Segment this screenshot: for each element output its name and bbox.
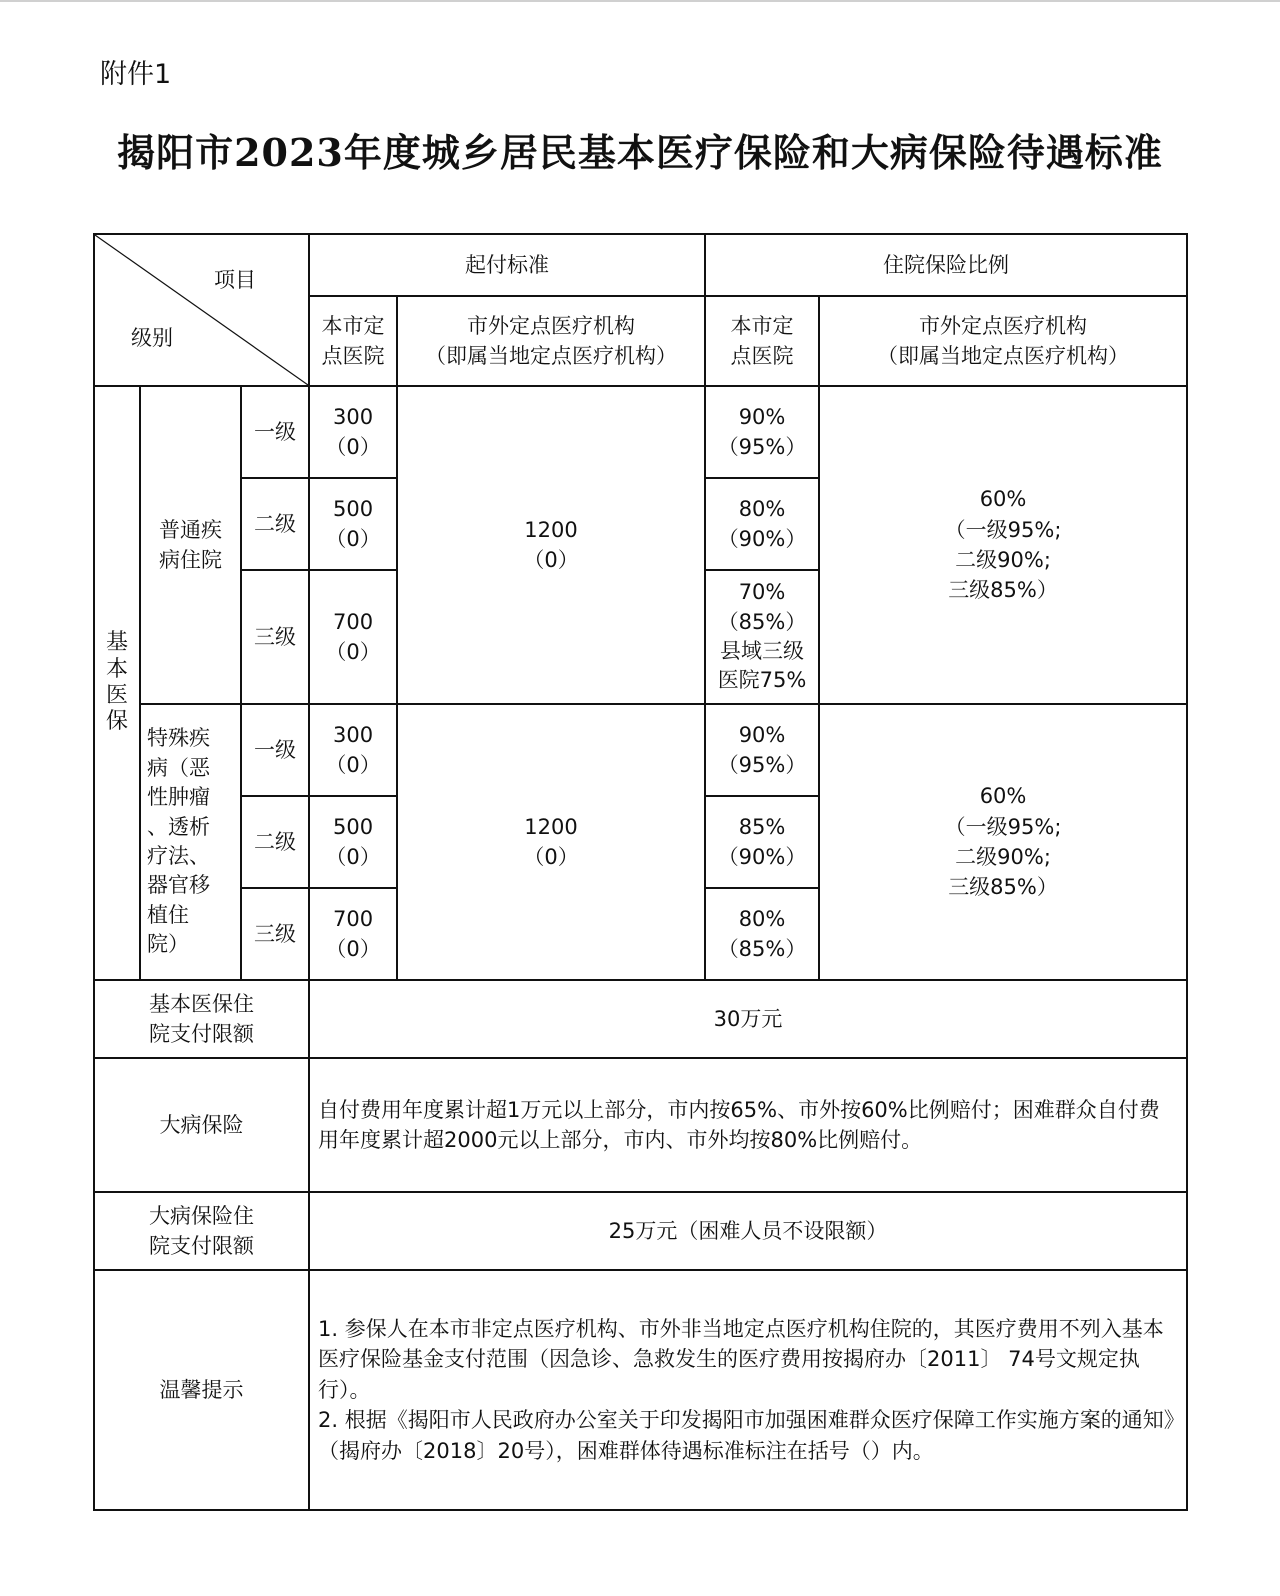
local-deductible-cell: 500 （0） — [309, 796, 397, 888]
local-ratio-cell: 80% （85%） — [705, 888, 819, 980]
attachment-label: 附件1 — [100, 59, 172, 90]
level-cell: 三级 — [241, 888, 309, 980]
special-outside-deductible: 1200 （0） — [397, 704, 705, 980]
header-item: 项目 — [214, 268, 257, 292]
header-local-hospital-1: 本市定 点医院 — [309, 296, 397, 386]
header-local-hospital-2: 本市定 点医院 — [705, 296, 819, 386]
local-ratio-cell: 90% （95%） — [705, 386, 819, 478]
header-deductible: 起付标准 — [309, 234, 705, 296]
critical-limit-label: 大病保险住 院支付限额 — [94, 1192, 309, 1270]
local-deductible-cell: 700 （0） — [309, 888, 397, 980]
local-deductible-cell: 300 （0） — [309, 704, 397, 796]
critical-limit-value: 25万元（困难人员不设限额） — [309, 1192, 1187, 1270]
general-illness-label: 普通疾 病住院 — [140, 386, 241, 704]
tip-item-2: 2. 根据《揭阳市人民政府办公室关于印发揭阳市加强困难群众医疗保障工作实施方案的通知》（揭府办〔2018〕20号），困难群体待遇标准标注在括号（）内。 — [318, 1408, 1175, 1463]
special-illness-label: 特殊疾 病（恶 性肿瘤 、透析 疗法、 器官移 植住 院） — [140, 704, 241, 980]
tip-item-1: 1. 参保人在本市非定点医疗机构、市外非当地定点医疗机构住院的，其医疗费用不列入基本医疗保险基金支付范围（因急诊、急救发生的医疗费用按揭府办〔2011〕 74号文规定执行）。 — [318, 1316, 1164, 1402]
header-outside-institution-2: 市外定点医疗机构 （即属当地定点医疗机构） — [819, 296, 1187, 386]
basic-insurance-label — [94, 386, 140, 980]
top-border-line — [0, 0, 1280, 2]
basic-limit-value: 30万元 — [309, 980, 1187, 1058]
header-reimbursement-ratio: 住院保险比例 — [705, 234, 1187, 296]
document-title: 揭阳市2023年度城乡居民基本医疗保险和大病保险待遇标准 — [117, 130, 1163, 175]
level-cell: 二级 — [241, 796, 309, 888]
local-deductible-cell: 300 （0） — [309, 386, 397, 478]
tips-label: 温馨提示 — [94, 1270, 309, 1510]
level-cell: 一级 — [241, 704, 309, 796]
special-outside-ratio: 60% （一级95%; 二级90%; 三级85%） — [819, 704, 1187, 980]
local-ratio-cell: 85% （90%） — [705, 796, 819, 888]
header-outside-institution-1: 市外定点医疗机构 （即属当地定点医疗机构） — [397, 296, 705, 386]
level-cell: 一级 — [241, 386, 309, 478]
basic-insurance-label-text: 基本医保 — [106, 630, 129, 735]
header-level: 级别 — [131, 325, 173, 350]
tips-content — [309, 1270, 1187, 1510]
local-ratio-cell: 80% （90%） — [705, 478, 819, 570]
critical-illness-value: 自付费用年度累计超1万元以上部分，市内按65%、市外按60%比例赔付；困难群众自付费用年度累计超2000元以上部分，市内、市外均按80%比例赔付。 — [309, 1058, 1187, 1192]
local-ratio-cell: 70% （85%） 县域三级 医院75% — [705, 570, 819, 704]
general-outside-deductible: 1200 （0） — [397, 386, 705, 704]
general-outside-ratio: 60% （一级95%; 二级90%; 三级85%） — [819, 386, 1187, 704]
benefit-standards-table — [93, 233, 1188, 1511]
level-cell: 三级 — [241, 570, 309, 704]
diagonal-line — [95, 235, 308, 385]
diagonal-header-cell — [94, 234, 309, 386]
level-cell: 二级 — [241, 478, 309, 570]
local-ratio-cell: 90% （95%） — [705, 704, 819, 796]
local-deductible-cell: 700 （0） — [309, 570, 397, 704]
critical-illness-label: 大病保险 — [94, 1058, 309, 1192]
local-deductible-cell: 500 （0） — [309, 478, 397, 570]
basic-limit-label: 基本医保住 院支付限额 — [94, 980, 309, 1058]
